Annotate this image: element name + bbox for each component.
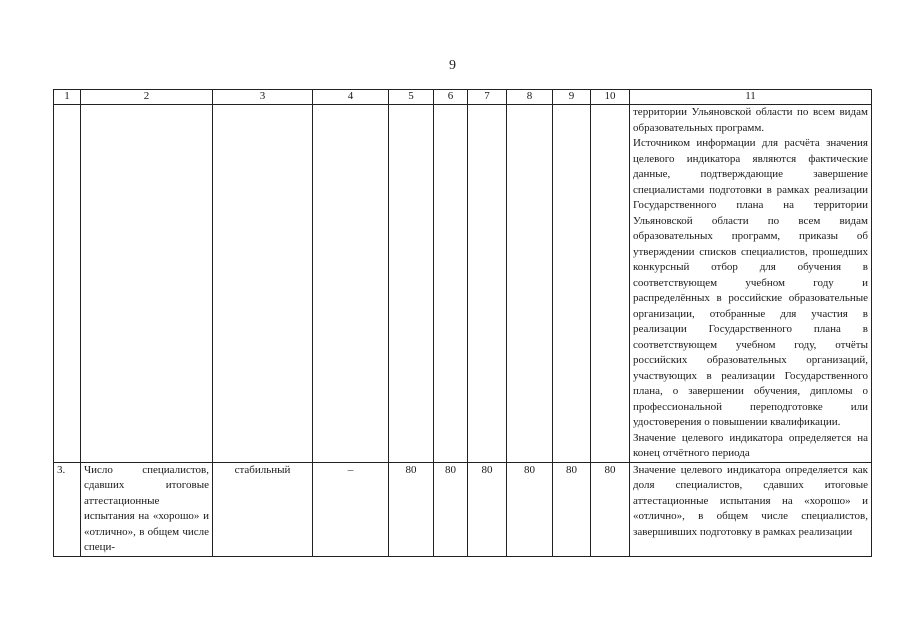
empty-cell — [553, 105, 591, 463]
indicator-table — [53, 89, 872, 557]
empty-cell — [54, 105, 81, 463]
description-paragraph: Источником информации для расчёта значения целевого индикатора являются фактические данные, подтверждающие завершение специалистами подготовки в рамках реализации Государственного плана на территории Ульяновской области по всем видам образовательных программ, приказы об утверждении списков специалистов, прошедших конкурсный отбор для обучения в соответствующем учебном году и распределённых в российские образовательные организации, отобранные для участия в реализации Государственного плана в соответствующем учебном году, отчёты российских образовательных организаций, участвующих в реализации Государственного плана, о завершении обучения, дипломы о профессиональной переподготовке или удостоверения о повышении квалификации. — [633, 137, 868, 428]
empty-cell — [591, 105, 630, 463]
column-header: 10 — [591, 90, 630, 105]
column-header: 11 — [630, 90, 872, 105]
empty-cell — [81, 105, 213, 463]
indicator-description-cell — [630, 105, 872, 463]
indicator-description: Значение целевого индикатора определяется как доля специалистов, сдавших итоговые аттестационные испытания на «хорошо» и «отлично», в общем числе специалистов, завершивших подготовку в рамках реализации — [630, 462, 872, 556]
column-header: 7 — [468, 90, 507, 105]
empty-cell — [468, 105, 507, 463]
page-number: 9 — [449, 58, 456, 73]
year-value: 80 — [389, 462, 434, 556]
empty-cell — [434, 105, 468, 463]
year-value: 80 — [468, 462, 507, 556]
year-value: 80 — [507, 462, 553, 556]
empty-cell — [507, 105, 553, 463]
column-header: 3 — [213, 90, 313, 105]
base-value: – — [313, 462, 389, 556]
column-header: 5 — [389, 90, 434, 105]
column-header: 8 — [507, 90, 553, 105]
column-header: 2 — [81, 90, 213, 105]
continuation-row — [54, 105, 872, 463]
empty-cell — [389, 105, 434, 463]
column-number-row — [54, 90, 872, 105]
column-header: 4 — [313, 90, 389, 105]
column-header: 9 — [553, 90, 591, 105]
column-header: 1 — [54, 90, 81, 105]
year-value: 80 — [434, 462, 468, 556]
description-paragraph: территории Ульяновской области по всем видам образовательных программ. — [633, 106, 868, 134]
column-header: 6 — [434, 90, 468, 105]
description-paragraph: Значение целевого индикатора определяется на конец отчётного периода — [633, 431, 868, 459]
indicator-name: Число специалистов, сдавших итоговые аттестационные испытания на «хорошо» и «отлично», в общем числе специ- — [81, 462, 213, 556]
empty-cell — [313, 105, 389, 463]
indicator-row-3 — [54, 462, 872, 556]
indicator-trend: стабильный — [213, 462, 313, 556]
row-number: 3. — [54, 462, 81, 556]
empty-cell — [213, 105, 313, 463]
year-value: 80 — [553, 462, 591, 556]
year-value: 80 — [591, 462, 630, 556]
